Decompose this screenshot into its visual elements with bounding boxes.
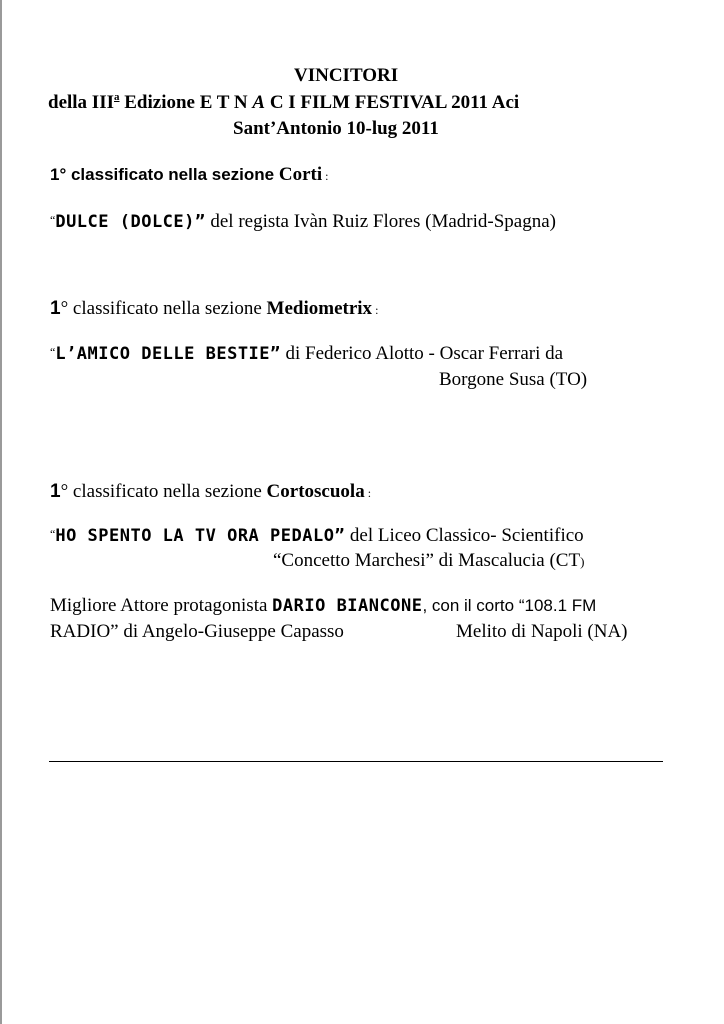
section-mediometrix-quote: “ bbox=[50, 345, 56, 359]
section-mediometrix-film-title: L’AMICO DELLE BESTIE” bbox=[55, 344, 281, 364]
page-left-edge bbox=[0, 0, 2, 1024]
section-mediometrix-number: 1 bbox=[50, 298, 61, 319]
section-cortoscuola-number: 1 bbox=[50, 481, 61, 502]
section-corti-winner bbox=[50, 212, 556, 231]
section-corti-film-title: DULCE (DOLCE)” bbox=[55, 212, 206, 232]
header-date: Sant’Antonio 10-lug 2011 bbox=[233, 118, 439, 139]
header-edition-sup: a bbox=[114, 91, 120, 103]
section-cortoscuola-heading bbox=[50, 482, 371, 501]
section-corti-prefix: 1° classificato nella sezione bbox=[50, 165, 279, 184]
section-cortoscuola-school-text: “Concetto Marchesi” di Mascalucia (CT bbox=[273, 550, 581, 571]
header-line1: VINCITORI bbox=[294, 65, 399, 86]
section-mediometrix-location bbox=[439, 370, 587, 389]
section-cortoscuola-school bbox=[273, 551, 584, 570]
best-actor-line bbox=[50, 596, 596, 615]
best-actor-prefix: Migliore Attore protagonista bbox=[50, 595, 273, 616]
best-actor-location-text: Melito di Napoli (NA) bbox=[456, 621, 628, 642]
section-corti-credits: del regista Ivàn Ruiz Flores (Madrid-Spagna) bbox=[205, 211, 556, 232]
section-mediometrix-location-text: Borgone Susa (TO) bbox=[439, 369, 588, 390]
section-mediometrix-category: Mediometrix bbox=[266, 298, 373, 319]
best-actor-credits bbox=[50, 622, 344, 641]
best-actor-film: , con il corto “108.1 FM bbox=[422, 596, 597, 615]
section-mediometrix-credits: di Federico Alotto - Oscar Ferrari da bbox=[280, 343, 564, 364]
section-cortoscuola-colon: : bbox=[364, 486, 372, 500]
section-cortoscuola-film-title: HO SPENTO LA TV ORA PEDALO” bbox=[55, 526, 346, 546]
header-edition-suffix: C I FILM FESTIVAL 2011 Aci bbox=[265, 92, 520, 113]
header-date-line bbox=[233, 119, 439, 138]
divider-line bbox=[49, 761, 663, 762]
section-corti-quote: “ bbox=[50, 213, 56, 227]
best-actor-director: RADIO” di Angelo-Giuseppe Capasso bbox=[50, 621, 344, 642]
section-mediometrix-prefix: ° classificato nella sezione bbox=[60, 298, 267, 319]
header-edition-a-letter: A bbox=[252, 92, 266, 113]
best-actor-name: DARIO BIANCONE bbox=[272, 596, 423, 616]
header-title bbox=[294, 66, 398, 85]
section-mediometrix-heading bbox=[50, 299, 378, 318]
section-corti-heading bbox=[50, 165, 328, 184]
section-mediometrix-colon: : bbox=[372, 303, 379, 317]
section-cortoscuola-winner bbox=[50, 526, 584, 545]
section-corti-category: Corti bbox=[278, 164, 323, 185]
section-mediometrix-winner bbox=[50, 344, 563, 363]
section-corti-colon: : bbox=[322, 169, 329, 183]
best-actor-location bbox=[456, 622, 628, 641]
section-cortoscuola-category: Cortoscuola bbox=[266, 481, 365, 502]
section-cortoscuola-school-end: ) bbox=[580, 554, 585, 569]
section-cortoscuola-prefix: ° classificato nella sezione bbox=[60, 481, 267, 502]
header-edition-prefix: della III bbox=[48, 92, 114, 113]
section-cortoscuola-quote: “ bbox=[50, 527, 56, 541]
header-edition-mid: Edizione E T N bbox=[119, 92, 253, 113]
section-cortoscuola-credits: del Liceo Classico- Scientifico bbox=[345, 525, 584, 546]
header-edition-line bbox=[48, 92, 519, 112]
